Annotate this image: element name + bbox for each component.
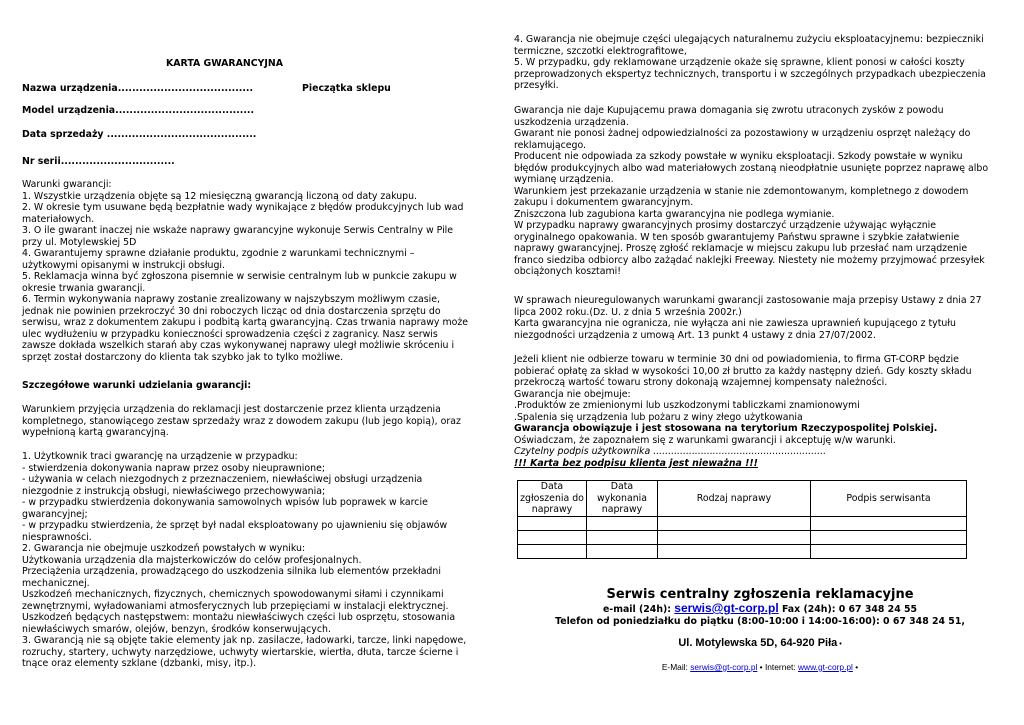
text-line: Warunkiem jest przekazanie urządzenia w stanie nie zdemontowanym, kompletnego z dowodem (514, 185, 969, 197)
model-field: Model urządzenia....................................... (22, 105, 255, 116)
detail-line: rozruchy, startery, uchwyty narzędziowe, uchwyty wiertarskie, wiertła, dłuta, tarcze ścierne i (22, 646, 459, 658)
conditions-line: 2. W okresie tym usuwane będą bezpłatnie wady wynikające z błędów produkcyjnych lub wad (22, 202, 464, 213)
conditions-line: 4. Gwarantujemy sprawne działanie produktu, zgodnie z warunkami technicznymi – (22, 248, 415, 259)
text-line: zakupu i dokumentem gwarancyjnym. (514, 197, 694, 208)
table-cell[interactable] (587, 544, 658, 558)
detail-line: niezgodnie z instrukcją obsługi, niewłaściwego przechowywania; (22, 485, 326, 497)
table-cell[interactable] (518, 516, 587, 530)
table-cell[interactable] (658, 516, 811, 530)
signature-warning: !!! Karta bez podpisu klienta jest nieważna !!! (514, 457, 758, 469)
table-cell[interactable] (811, 544, 967, 558)
intro-line: Warunkiem przyjęcia urządzenia do reklamacji jest dostarczenie przez klienta urządzenia (22, 404, 441, 415)
detail-line: 2. Gwarancja nie obejmuje uszkodzeń powstałych w wyniku: (22, 543, 306, 554)
detail-line: 1. Użytkownik traci gwarancję na urządzenie w przypadku: (22, 451, 298, 462)
text-line: Gwarancja nie daje Kupującemu prawa domagania się zwrotu utraconych zysków z powodu (514, 105, 944, 116)
conditions-line: zawsze dokłada wszelkich starań aby czas wykonywanej naprawy uległ możliwie skróceniu i (22, 340, 455, 351)
col-repair-type: Rodzaj naprawy (658, 481, 811, 517)
col-technician-signature: Podpis serwisanta (811, 481, 967, 517)
text-line: błędów produkcyjnych albo wad materiałowych zostaną nieodpłatnie usunięte poprzez naprawę albo (514, 162, 989, 174)
text-line: Gwarancja nie obejmuje: (514, 388, 631, 400)
text-line: przeprowadzonych ekspertyz technicznych, transportu i w szczególnych przypadkach ubezpieczenia (514, 68, 986, 80)
col-report-date: Data zgłoszenia do naprawy (518, 481, 587, 517)
detail-line: - w przypadku stwierdzenia, że sprzęt był nadal eksploatowany po ujawnieniu się objawów (22, 520, 448, 531)
text-line: franco siedziba odbiorcy albo zażądać naklejki Freeway. Niestety nie możemy przyjmować przesyłek (514, 254, 985, 266)
intro-line: kompletnego, stanowiącego zestaw sprzedaży wraz z dowodem zakupu (lub jego kopią), oraz (22, 415, 461, 427)
detail-line: - stwierdzenia dokonywania napraw przez osoby nieuprawnione; (22, 462, 325, 474)
shop-stamp-label: Pieczątka sklepu (302, 83, 391, 94)
table-cell[interactable] (518, 530, 587, 544)
conditions-line: materiałowych. (22, 213, 95, 225)
small-email-link[interactable]: serwis@gt-corp.pl (690, 662, 758, 672)
text-line: .Produktów ze zmienionymi lub uszkodzonymi tabliczkami znamionowymi (514, 400, 860, 411)
text-line: obciążonych kosztami! (514, 266, 621, 277)
website-link[interactable]: www.gt-corp.pl (798, 662, 853, 672)
table-row (518, 530, 967, 544)
sale-date-field: Data sprzedaży .......................................... (22, 129, 257, 140)
table-row (518, 544, 967, 558)
contact-email-line (514, 602, 1006, 616)
detail-line: - używania w celach niezgodnych z przeznaczeniem, niewłaściwej obsługi urządzenia (22, 474, 423, 485)
conditions-line: Warunki gwarancji: (22, 179, 112, 190)
bullet-icon: • (852, 662, 859, 672)
detailed-conditions-list (22, 451, 466, 670)
signature-line: Czytelny podpis użytkownika .......................................................... (514, 446, 827, 457)
conditions-line: 5. Reklamacja winna być zgłoszona pisemnie w serwisie centralnym lub w punkcie zakupu w (22, 271, 457, 282)
internet-label: • Internet: (757, 662, 798, 672)
detail-line: 3. Gwarancją nie są objęte takie elementy jak np. zasilacze, ładowarki, tarcze, linki napędowe, (22, 635, 467, 646)
declaration-line: Oświadczam, że zapoznałem się z warunkami gwarancji i akceptuję w/w warunki. (514, 434, 896, 446)
table-cell[interactable] (518, 544, 587, 558)
fax-text: Fax (24h): 0 67 348 24 55 (778, 604, 918, 615)
table-cell[interactable] (811, 516, 967, 530)
text-line: Producent nie odpowiada za szkody powstałe w wyniku eksploatacji. Szkody powstałe w wyniku (514, 151, 963, 162)
detail-line: - w przypadku stwierdzenia dokonywania samowolnych wpisów lub poprawek w karcie (22, 497, 428, 508)
small-email-label: E-Mail: (661, 662, 691, 672)
detail-line: niesprawności. (22, 531, 92, 543)
text-line: przesyłki. (514, 80, 559, 91)
conditions-line: 3. O ile gwarant inaczej nie wskaże naprawy gwarancyjne wykonuje Serwis Centralny w Pile (22, 225, 454, 236)
detail-line: Uszkodzeń mechanicznych, fizycznych, chemicznych spowodowanymi siłami i czynnikami (22, 589, 444, 600)
conditions-line: serwisu, wraz z dokumentem zakupu i podbitą kartą gwarancyjną. Czas trwania naprawy może (22, 317, 469, 328)
table-header-row (518, 481, 967, 517)
conditions-line: okresie trwania gwarancji. (22, 282, 146, 294)
device-name-field: Nazwa urządzenia...................................... (22, 83, 254, 94)
table-cell[interactable] (811, 530, 967, 544)
table-cell[interactable] (587, 516, 658, 530)
text-line: W przypadku naprawy gwarancyjnych prosimy dostarczyć urządzenie używając wyłącznie (514, 220, 937, 231)
intro-line: wypełnioną kartą gwarancyjną. (22, 427, 169, 438)
email-link[interactable]: serwis@gt-corp.pl (674, 601, 779, 615)
territory-line: Gwarancja obowiązuje i jest stosowana na terytorium Rzeczypospolitej Polskiej. (514, 423, 938, 434)
detail-line: Przeciążenia urządzenia, prowadzącego do uszkodzenia silnika lub elementów przekładni (22, 566, 441, 577)
text-line: 4. Gwarancja nie obejmuje części ulegających naturalnemu zużyciu eksploatacyjnemu: bezpieczniki (514, 34, 984, 45)
conditions-line: sprzęt został dostarczony do klienta tak szybko jak to tylko możliwe. (22, 351, 344, 363)
storage-block (514, 354, 972, 469)
text-line: .Spalenia się urządzenia lub pożaru z winy złego użytkowania (514, 411, 803, 423)
detail-line: Uszkodzeń będących następstwem: montażu niewłaściwych części lub osprzętu, stosowania (22, 612, 456, 623)
exclusions-block (514, 34, 986, 92)
conditions-line: jednak nie powinien przekroczyć 30 dni roboczych licząc od dnia dostarczenia sprzętu do (22, 305, 441, 317)
text-line: pobierać opłatę za skład w wysokości 10,00 zł brutto za każdy następny dzień. Gdy koszty składu (514, 365, 972, 377)
table-cell[interactable] (658, 530, 811, 544)
conditions-line: 1. Wszystkie urządzenia objęte są 12 miesięczną gwarancją liczoną od daty zakupu. (22, 190, 418, 202)
card-title: KARTA GWARANCYJNA (166, 58, 283, 69)
warranty-conditions (22, 179, 494, 363)
table-cell[interactable] (587, 530, 658, 544)
text-line: lipca 2002 roku.(Dz. U. z dnia 5 września 2002r.) (514, 306, 742, 318)
repairs-table (517, 480, 967, 559)
detail-line: gwarancyjnej; (22, 508, 88, 520)
text-line: wymianę urządzenia. (514, 174, 614, 185)
conditions-line: ulec wydłużeniu w przypadku konieczności sprowadzenia części z zagranicy. Nasz serwis (22, 328, 438, 340)
law-block (514, 295, 982, 341)
address-line (514, 637, 1006, 651)
bullet-icon: • (837, 641, 842, 648)
conditions-line: przy ul. Motylewskiej 5D (22, 236, 137, 248)
text-line: Zniszczona lub zagubiona karta gwarancyjna nie podlega wymianie. (514, 208, 835, 220)
conditions-line: użytkowymi opisanymi w instrukcji obsługi. (22, 259, 226, 271)
conditions-line: 6. Termin wykonywania naprawy zostanie zrealizowany w najszybszym możliwym czasie, (22, 294, 441, 305)
detail-line: zewnętrznymi, wyładowaniami atmosferycznych lub przepięciami w instalacji elektrycznej. (22, 600, 449, 612)
detail-line: Użytkowania urządzenia dla majsterkowiczów do celów profesjonalnych. (22, 554, 362, 566)
text-line: Gwarant nie ponosi żadnej odpowiedzialności za pozostawiony w urządzeniu osprzęt należący do (514, 128, 971, 139)
text-line: niezgodności urządzenia z umową Art. 13 punkt 4 ustawy z dnia 27/07/2002. (514, 329, 876, 341)
text-line: przekroczą wartość towaru strony dokonają wzajemnej kompensaty należności. (514, 377, 888, 388)
text-line: Karta gwarancyjna nie ogranicza, nie wyłącza ani nie zawiesza uprawnień kupującego z tytułu (514, 318, 956, 329)
detailed-conditions-heading: Szczegółowe warunki udzielania gwarancji: (22, 380, 252, 391)
text-line: W sprawach nieuregulowanych warunkami gwarancji zastosowanie maja przepisy Ustawy z dnia 27 (514, 295, 982, 306)
table-cell[interactable] (658, 544, 811, 558)
phone-line: Telefon od poniedziałku do piątku (8:00-10:00 i 14:00-16:00): 0 67 348 24 51, (555, 616, 965, 627)
text-line: termiczne, szczotki elektrografitowe, (514, 45, 687, 57)
text-line: reklamującego. (514, 139, 587, 151)
email-label: e-mail (24h): (602, 604, 675, 615)
col-repair-date: Data wykonania naprawy (587, 481, 658, 517)
address-text: Ul. Motylewska 5D, 64-920 Piła (678, 637, 838, 649)
serial-field: Nr serii................................ (22, 156, 175, 167)
text-line: 5. W przypadku, gdy reklamowane urządzenie okaże się sprawne, klient ponosi w całości koszty (514, 57, 965, 68)
text-line: oryginalnego opakowania. W ten sposób gwarantujemy Państwu sprawne i szybkie załatwienie (514, 231, 960, 243)
text-line: naprawy gwarancyjnej. Proszę zgłość reklamacje w miejscu zakupu lub przesłać nam urządzenie (514, 243, 968, 254)
detail-line: mechanicznej. (22, 577, 90, 589)
small-contact-line (514, 662, 1006, 673)
detail-line: tnące oraz elementy szklane (dzbanki, misy, itp.). (22, 658, 257, 669)
detailed-intro (22, 404, 461, 439)
text-line: Jeżeli klient nie odbierze towaru w terminie 30 dni od powiadomienia, to firma GT-CORP będzie (514, 354, 959, 365)
liability-block (514, 105, 988, 278)
text-line: uszkodzenia urządzenia. (514, 116, 629, 128)
service-title: Serwis centralny zgłoszenia reklamacyjne (606, 587, 914, 602)
table-row (518, 516, 967, 530)
detail-line: niewłaściwych smarów, olejów, benzyn, środków konserwujących. (22, 623, 331, 635)
